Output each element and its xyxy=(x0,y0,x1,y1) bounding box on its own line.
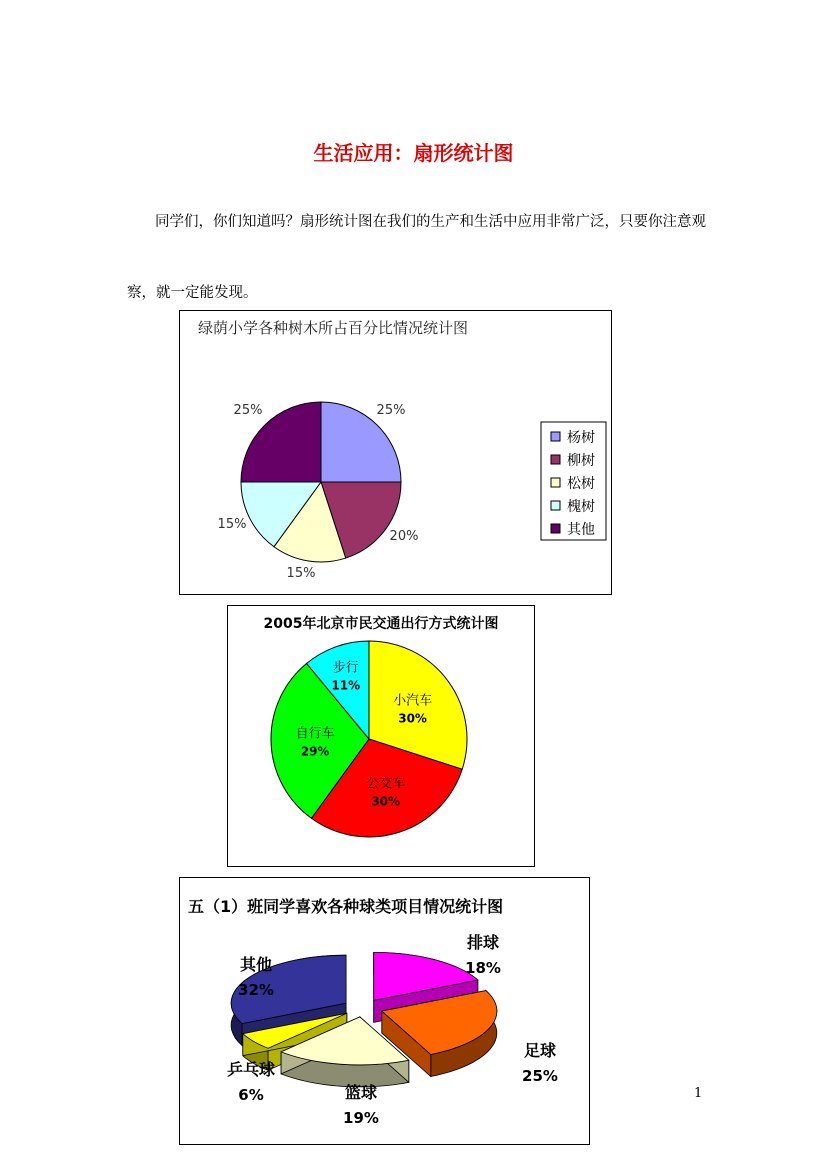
data-label-松树: 15% xyxy=(286,566,316,581)
ball-sports-pie-chart-frame xyxy=(179,877,590,1145)
chart-title: 五（1）班同学喜欢各种球类项目情况统计图 xyxy=(188,897,504,916)
data-label-公交车: 30% xyxy=(371,794,401,809)
legend-swatch-松树 xyxy=(551,478,560,487)
category-label-足球: 足球 xyxy=(523,1041,557,1060)
data-label-篮球: 19% xyxy=(343,1109,379,1127)
legend-label-其他: 其他 xyxy=(567,522,595,538)
data-label-排球: 18% xyxy=(465,959,501,977)
tree-pie-chart-frame xyxy=(179,310,612,595)
legend-label-松树: 松树 xyxy=(567,476,595,492)
transport-pie-chart-frame xyxy=(227,605,535,867)
data-label-柳树: 20% xyxy=(389,529,419,544)
legend-swatch-槐树 xyxy=(551,501,560,510)
category-label-小汽车: 小汽车 xyxy=(393,693,433,709)
ball-sports-pie-chart xyxy=(180,878,589,1144)
category-label-公交车: 公交车 xyxy=(366,776,406,792)
category-label-自行车: 自行车 xyxy=(295,726,335,742)
paragraph-line-2: 察，就一定能发现。 xyxy=(127,285,258,301)
page-number: 1 xyxy=(694,1086,703,1101)
chart-title: 2005年北京市民交通出行方式统计图 xyxy=(263,616,499,632)
data-label-步行: 11% xyxy=(331,678,361,693)
legend-swatch-其他 xyxy=(551,524,560,533)
tree-pie-chart xyxy=(180,311,611,594)
category-label-乒乓球: 乒乓球 xyxy=(226,1060,276,1079)
document-title: 生活应用：扇形统计图 xyxy=(313,141,514,165)
data-label-小汽车: 30% xyxy=(398,711,427,726)
category-label-其他: 其他 xyxy=(239,955,273,974)
legend-label-槐树: 槐树 xyxy=(567,499,595,515)
legend-label-柳树: 柳树 xyxy=(567,453,595,469)
legend-swatch-柳树 xyxy=(551,455,560,464)
legend-swatch-杨树 xyxy=(551,432,560,441)
category-label-篮球: 篮球 xyxy=(344,1083,378,1102)
category-label-步行: 步行 xyxy=(332,660,359,676)
paragraph-line-1: 同学们，你们知道吗？扇形统计图在我们的生产和生活中应用非常广泛，只要你注意观 xyxy=(155,214,706,230)
data-label-自行车: 29% xyxy=(300,744,330,759)
data-label-足球: 25% xyxy=(522,1067,558,1085)
legend-label-杨树: 杨树 xyxy=(567,430,595,446)
data-label-杨树: 25% xyxy=(376,403,406,418)
data-label-槐树: 15% xyxy=(217,517,247,532)
transport-pie-chart xyxy=(228,606,534,866)
data-label-乒乓球: 6% xyxy=(238,1086,264,1104)
data-label-其他: 32% xyxy=(238,981,274,999)
category-label-排球: 排球 xyxy=(466,933,500,952)
data-label-其他: 25% xyxy=(233,403,263,418)
chart-title: 绿荫小学各种树木所占百分比情况统计图 xyxy=(198,319,469,337)
